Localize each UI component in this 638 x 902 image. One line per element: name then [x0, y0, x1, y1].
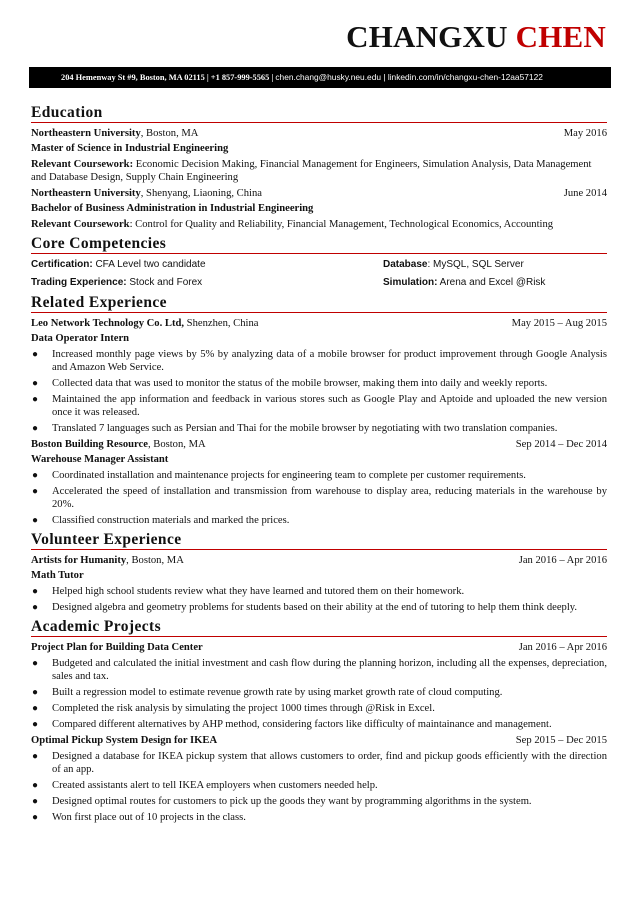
job-role: Warehouse Manager Assistant [31, 454, 169, 465]
competency-item [383, 276, 545, 289]
volunteer-role: Math Tutor [31, 570, 84, 581]
job-date: May 2015 – Aug 2015 [511, 318, 607, 329]
education-date: June 2014 [563, 188, 607, 199]
job-bullets [31, 348, 607, 435]
project-header [31, 734, 607, 747]
section-title-education: Education [31, 104, 607, 123]
bullet-item: ● Coordinated installation and maintenance projects for engineering team to complete per customer requirements. [32, 470, 526, 481]
bullet-item: ● Maintained the app information and feedback in various stores such as Google Play and Aptoide and uploaded the new version once it was released. [32, 394, 607, 418]
company-location: , Boston, MA [147, 439, 206, 450]
project-date: Sep 2015 – Dec 2015 [515, 735, 607, 746]
coursework [31, 218, 607, 231]
education-date: May 2016 [563, 128, 607, 139]
bullet-item: ● Translated 7 languages such as Persian and Thai for the mobile browser by negotiating with two translation companies. [32, 423, 558, 434]
competency-label: Simulation: [383, 277, 438, 288]
coursework-list: Economic Decision Making, Financial Management for Engineers, Simulation Analysis, Data Management and Database Design, Supply Chain Engineering [31, 159, 592, 183]
job-role: Data Operator Intern [31, 333, 130, 344]
competency-item [383, 258, 524, 271]
bullet-item: ● Completed the risk analysis by simulating the project 1000 times through @Risk in Excel. [32, 703, 435, 714]
coursework-list: : Control for Quality and Reliability, Financial Management, Technological Economics, Accounting [129, 219, 554, 230]
competency-label: Database [383, 259, 428, 270]
job-date: Sep 2014 – Dec 2014 [515, 439, 607, 450]
school-location: , Shenyang, Liaoning, China [140, 188, 262, 199]
competency-row [31, 258, 607, 271]
school-name: Northeastern University [31, 128, 141, 139]
competency-value: : MySQL, SQL Server [427, 259, 524, 270]
school-name: Northeastern University [31, 188, 141, 199]
resume-body [31, 100, 607, 827]
company-name: Boston Building Resource [31, 439, 148, 450]
project-bullets [31, 750, 607, 824]
section-title-volunteer: Volunteer Experience [31, 531, 607, 550]
bullet-item: ● Designed optimal routes for customers to pick up the goods they want by programming algorithms in the system. [32, 796, 532, 807]
bullet-item: ● Designed a database for IKEA pickup system that allows customers to order, find and pickup goods efficiently with the direction of an app. [32, 751, 607, 775]
project-header [31, 641, 607, 654]
bullet-item: ● Compared different alternatives by AHP method, considering factors like difficulty of maintainance and management. [32, 719, 552, 730]
bullet-item: ● Designed algebra and geometry problems for students based on their ability at the end of tutoring to help them think deeply. [32, 602, 578, 613]
competency-label: Trading Experience: [31, 277, 127, 288]
bullet-item: ● Built a regression model to estimate revenue growth rate by using market growth rate of cloud computing. [32, 687, 503, 698]
bullet-item: ● Accelerated the speed of installation and transmission from warehouse to display area, reducing materials in the warehouse by 20%. [32, 486, 607, 510]
volunteer-location: , Boston, MA [126, 555, 184, 566]
section-title-academic-projects: Academic Projects [31, 618, 607, 637]
degree: Master of Science in Industrial Engineering [31, 143, 229, 154]
bullet-item: ● Won first place out of 10 projects in the class. [32, 812, 246, 823]
contact-bar [29, 67, 611, 88]
volunteer-date: Jan 2016 – Apr 2016 [518, 555, 607, 566]
project-name: Project Plan for Building Data Center [31, 642, 203, 653]
bullet-item: ● Classified construction materials and marked the prices. [32, 515, 290, 526]
bullet-item: ● Collected data that was used to monitor the status of the mobile browser, making them into daily and weekly reports. [32, 378, 548, 389]
education-entry-header [31, 187, 607, 200]
volunteer-bullets [31, 585, 607, 614]
job-header [31, 317, 607, 330]
bullet-item: ● Helped high school students review what they have learned and tutored them on their homework. [32, 586, 465, 597]
bullet-item: ● Created assistants alert to tell IKEA employers when customers needed help. [32, 780, 378, 791]
project-name: Optimal Pickup System Design for IKEA [31, 735, 218, 746]
job-header [31, 438, 607, 451]
competency-item [31, 258, 383, 271]
job-bullets [31, 469, 607, 527]
school-location: , Boston, MA [140, 128, 199, 139]
competency-label: Certification: [31, 259, 93, 270]
competency-item [31, 276, 383, 289]
degree: Bachelor of Business Administration in Industrial Engineering [31, 203, 314, 214]
education-entry-header [31, 127, 607, 140]
company-location: Shenzhen, China [184, 318, 259, 329]
competency-row [31, 276, 607, 289]
resume-name [346, 18, 606, 56]
volunteer-header [31, 554, 607, 567]
section-title-related-experience: Related Experience [31, 294, 607, 313]
bullet-item: ● Budgeted and calculated the initial investment and cash flow during the planning horizon, including all the expenses, depreciation, sales and tax. [32, 658, 607, 682]
volunteer-org: Artists for Humanity [31, 555, 127, 566]
project-bullets [31, 657, 607, 731]
project-date: Jan 2016 – Apr 2016 [518, 642, 607, 653]
first-name: CHANGXU [346, 19, 508, 54]
company-name: Leo Network Technology Co. Ltd, [31, 318, 185, 329]
competency-value: Arena and Excel @Risk [437, 277, 546, 288]
bullet-item: ● Increased monthly page views by 5% by analyzing data of a mobile browser for product improvement through Google Analysis and Amazon Web Service. [32, 349, 607, 373]
competency-value: Stock and Forex [126, 277, 203, 288]
section-title-competencies: Core Competencies [31, 235, 607, 254]
contact-address: 204 Hemenway St #9, Boston, MA 02115 | +1 857-999-5565 | [61, 73, 274, 82]
coursework-label: Relevant Coursework: [31, 159, 134, 170]
contact-links: chen.chang@husky.neu.edu | linkedin.com/in/changxu-chen-12aa57122 [275, 72, 543, 82]
coursework-label: Relevant Coursework [31, 219, 130, 230]
coursework [31, 158, 607, 184]
competency-value: CFA Level two candidate [92, 259, 206, 270]
last-name: CHEN [515, 19, 606, 54]
